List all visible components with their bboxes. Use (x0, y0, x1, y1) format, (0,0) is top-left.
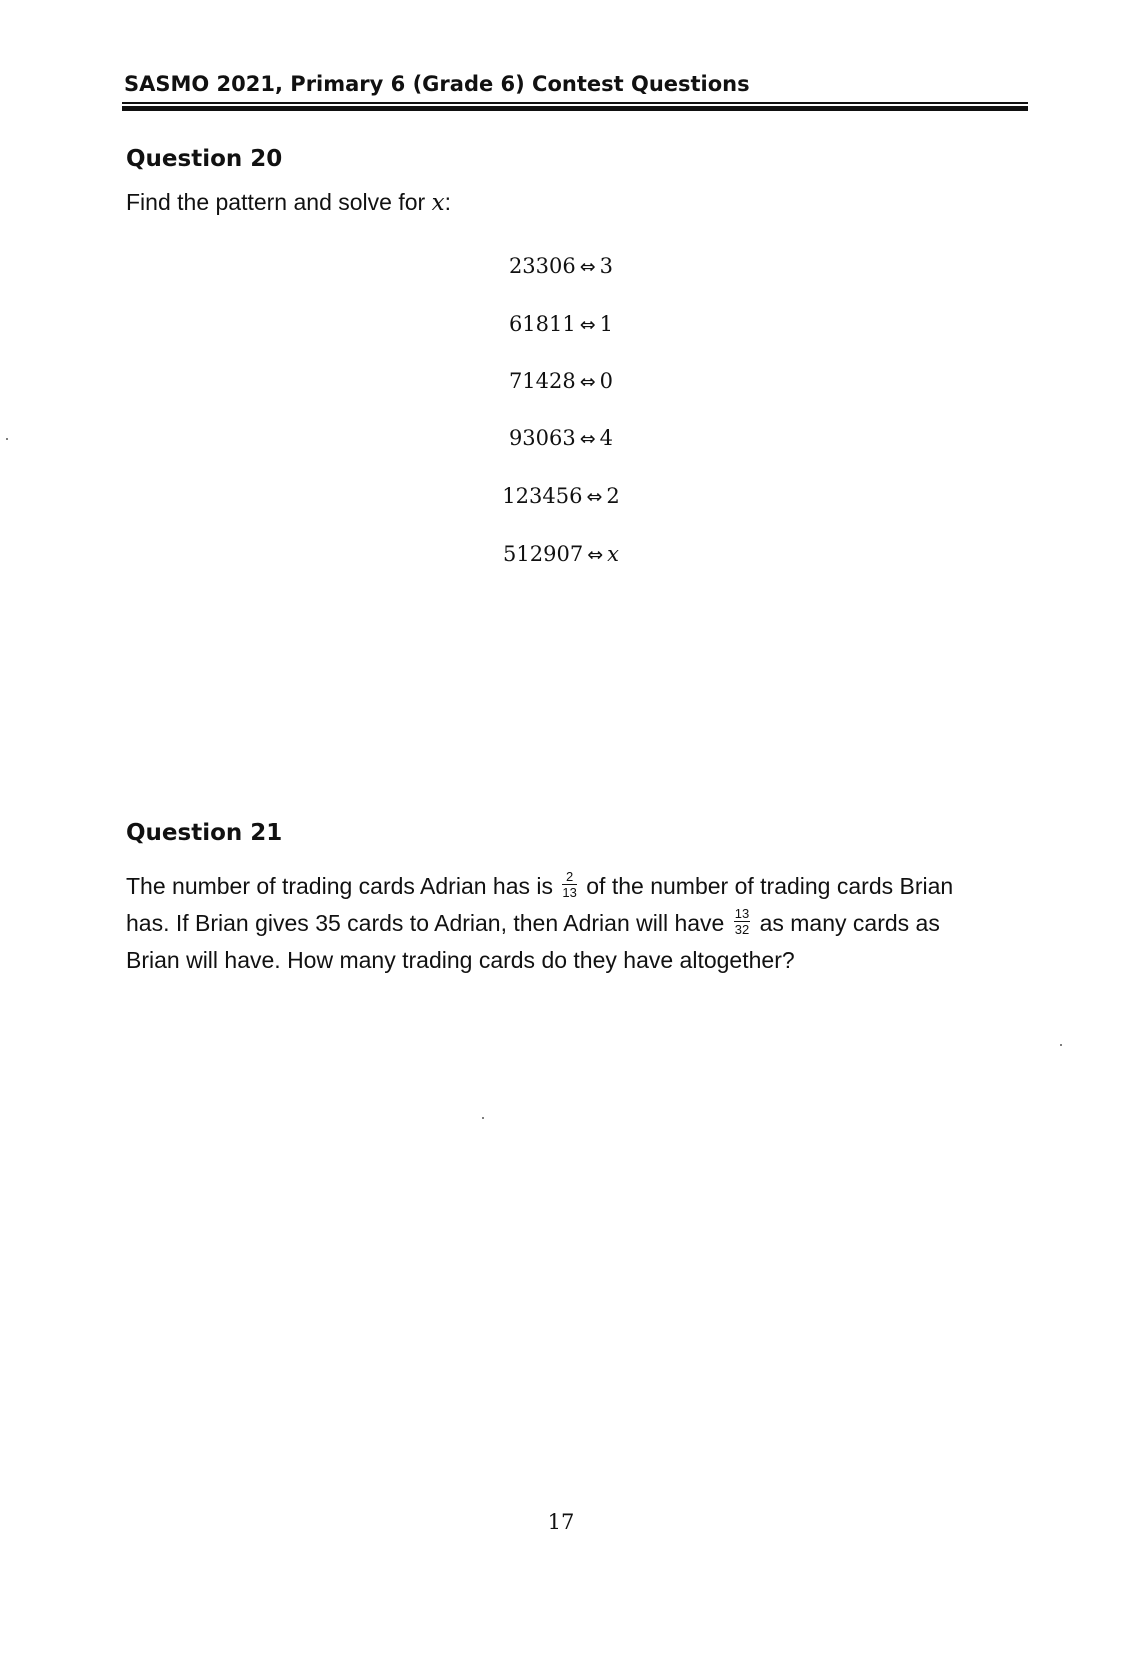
fraction (734, 907, 750, 936)
question-21-line-2 (126, 905, 953, 942)
question-20-prompt (126, 184, 451, 222)
pattern-row (0, 426, 1122, 450)
pattern-row (0, 254, 1122, 278)
pattern-row (0, 369, 1122, 393)
pattern-right: 1 (599, 312, 614, 336)
pattern-left: 93063 (508, 426, 576, 450)
fraction-numerator: 2 (562, 870, 576, 885)
pattern-left: 71428 (508, 369, 576, 393)
header-title: SASMO 2021, Primary 6 (Grade 6) Contest Questions (124, 72, 750, 96)
double-arrow-icon: ⇔ (586, 486, 603, 508)
fraction (562, 870, 576, 899)
double-arrow-icon: ⇔ (579, 314, 596, 336)
pattern-right: 2 (606, 484, 620, 508)
pattern-left: 512907 (503, 542, 584, 566)
fraction-denominator: 13 (562, 885, 577, 901)
question-21-text: The number of trading cards Adrian has is (126, 873, 560, 899)
question-21-text: of the number of trading cards Brian (579, 873, 954, 899)
page-number: 17 (547, 1510, 575, 1534)
pattern-right: 4 (599, 426, 614, 450)
pattern-left: 61811 (508, 312, 576, 336)
question-20-title: Question 20 (126, 146, 283, 172)
pattern-right: 3 (599, 254, 614, 278)
pattern-left: 123456 (502, 484, 583, 508)
scan-speck (6, 438, 8, 440)
fraction-denominator: 32 (734, 922, 750, 938)
question-21-title: Question 21 (126, 820, 283, 846)
pattern-right: 0 (599, 369, 614, 393)
header-rule-thick (122, 106, 1028, 111)
double-arrow-icon: ⇔ (579, 256, 596, 278)
question-20-prompt-text: Find the pattern and solve for (126, 189, 432, 215)
double-arrow-icon: ⇔ (587, 544, 604, 566)
double-arrow-icon: ⇔ (579, 428, 596, 450)
pattern-unknown: x (607, 542, 619, 566)
pattern-row (0, 312, 1122, 336)
fraction-numerator: 13 (734, 906, 750, 922)
question-20-prompt-end: : (444, 189, 451, 215)
question-21-text: as many cards as (753, 910, 940, 936)
scan-speck (482, 1117, 484, 1119)
question-21-body (126, 868, 953, 979)
question-21-line-1 (126, 868, 953, 905)
question-21-line-3: Brian will have. How many trading cards do they have altogether? (126, 947, 795, 973)
pattern-row (0, 542, 1122, 566)
header-rule-thin (122, 102, 1028, 104)
pattern-row (0, 484, 1122, 508)
question-20-variable: x (431, 190, 445, 216)
pattern-left: 23306 (508, 254, 576, 278)
question-21-text: has. If Brian gives 35 cards to Adrian, then Adrian will have (126, 910, 731, 936)
scan-speck (1060, 1044, 1062, 1046)
double-arrow-icon: ⇔ (579, 371, 596, 393)
